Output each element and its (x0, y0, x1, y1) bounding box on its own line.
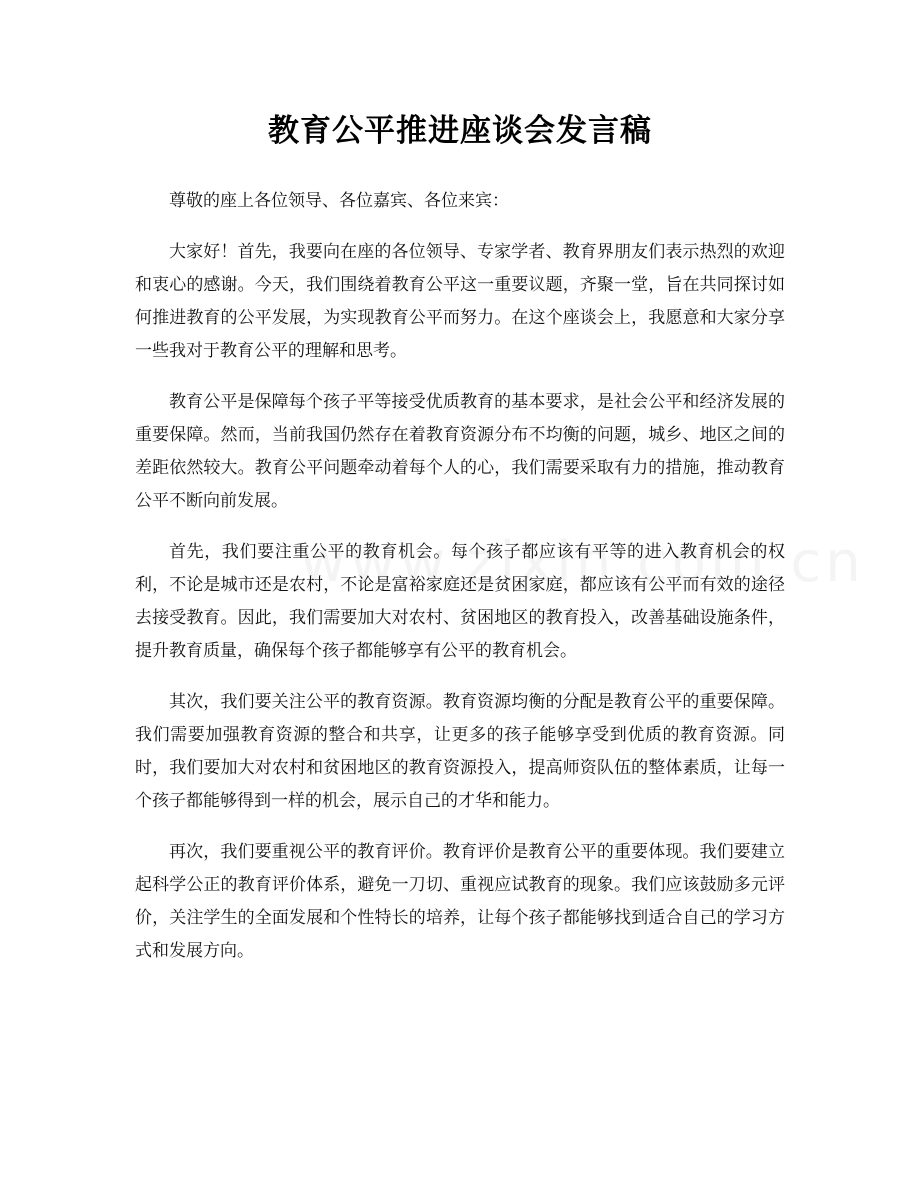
document-body (135, 185, 785, 986)
paragraph-resources: 其次，我们要关注公平的教育资源。教育资源均衡的分配是教育公平的重要保障。我们需要加强教育资源的整合和共享，让更多的孩子能够享受到优质的教育资源。同时，我们要加大对农村和贫困地区的教育资源投入，提高师资队伍的整体素质，让每一个孩子都能够得到一样的机会，展示自己的才华和能力。 (135, 692, 785, 811)
document-title: 教育公平推进座谈会发言稿 (268, 113, 652, 149)
paragraph-opportunity: 首先，我们要注重公平的教育机会。每个孩子都应该有平等的进入教育机会的权利，不论是城市还是农村，不论是富裕家庭还是贫困家庭，都应该有公平而有效的途径去接受教育。因此，我们需要加大对农村、贫困地区的教育投入，改善基础设施条件，提升教育质量，确保每个孩子都能够享有公平的教育机会。 (135, 542, 785, 661)
paragraph-evaluation: 再次，我们要重视公平的教育评价。教育评价是教育公平的重要体现。我们要建立起科学公正的教育评价体系，避免一刀切、重视应试教育的现象。我们应该鼓励多元评价，关注学生的全面发展和个性特长的培养，让每个孩子都能够找到适合自己的学习方式和发展方向。 (135, 842, 785, 961)
paragraph-greeting: 大家好！首先，我要向在座的各位领导、专家学者、教育界朋友们表示热烈的欢迎和衷心的感谢。今天，我们围绕着教育公平这一重要议题，齐聚一堂，旨在共同探讨如何推进教育的公平发展，为实现教育公平而努力。在这个座谈会上，我愿意和大家分享一些我对于教育公平的理解和思考。 (135, 242, 785, 361)
salutation-paragraph: 尊敬的座上各位领导、各位嘉宾、各位来宾： (169, 191, 509, 211)
paragraph-importance: 教育公平是保障每个孩子平等接受优质教育的基本要求，是社会公平和经济发展的重要保障。然而，当前我国仍然存在着教育资源分布不均衡的问题，城乡、地区之间的差距依然较大。教育公平问题牵动着每个人的心，我们需要采取有力的措施，推动教育公平不断向前发展。 (135, 392, 785, 511)
